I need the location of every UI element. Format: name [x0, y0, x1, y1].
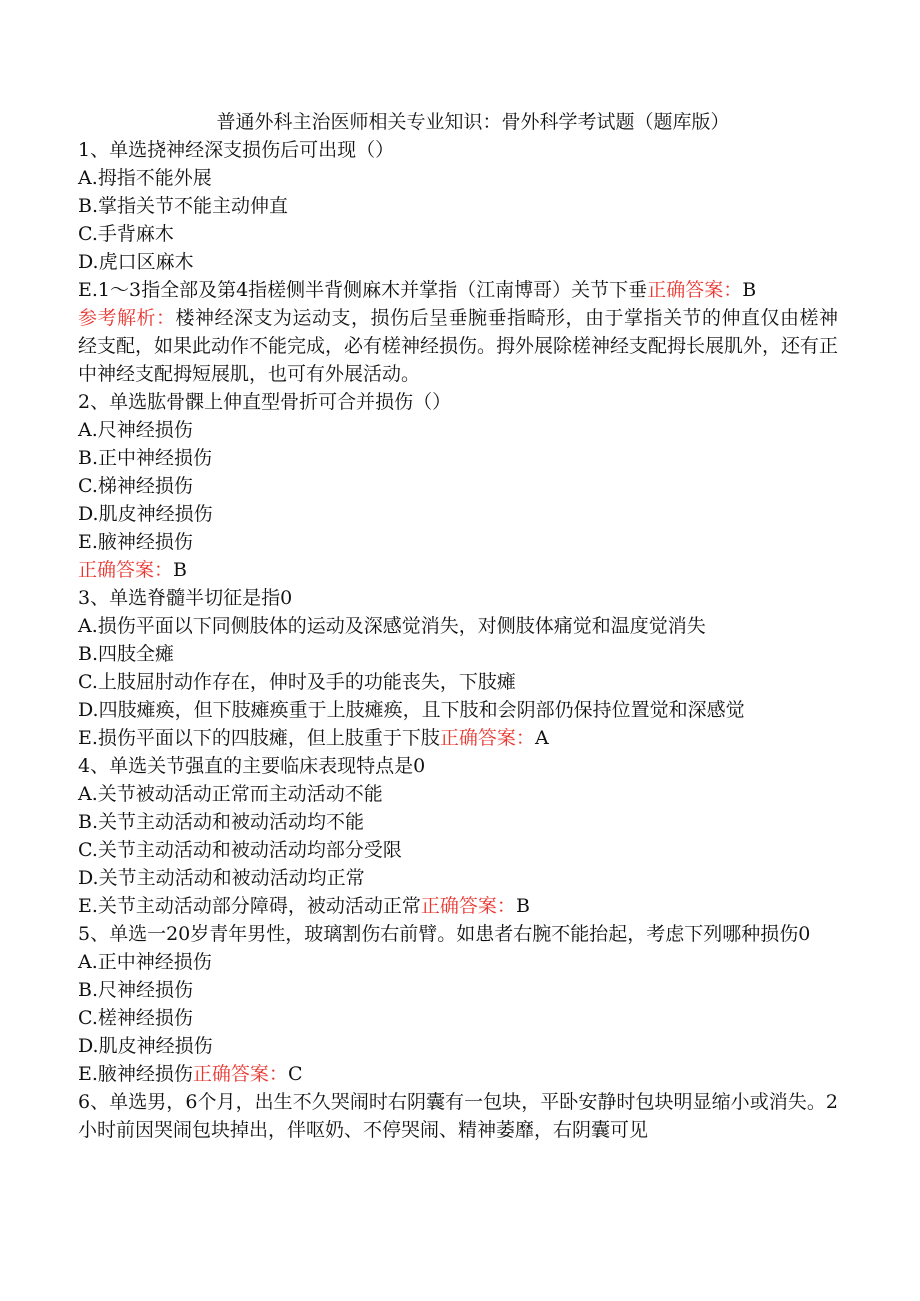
question-2-option-e: E.腋神经损伤: [78, 531, 193, 553]
question-3-option-b: B.四肢全瘫: [78, 643, 175, 665]
question-2-answer-line: [78, 556, 838, 584]
question-2-option-d: D.肌皮神经损伤: [78, 503, 213, 525]
answer-label: 正确答案：: [78, 559, 174, 581]
question-3-option-d: D.四肢瘫痪，但下肢瘫痪重于上肢瘫痪，且下肢和会阴部仍保持位置觉和深感觉: [78, 699, 745, 721]
question-1-analysis: 楼神经深支为运动支，损伤后呈垂腕垂指畸形，由于掌指关节的伸直仅由槎神经支配，如果此动作不能完成，必有槎神经损伤。拇外展除槎神经支配拇长展肌外，还有正中神经支配拇短展肌，也可有外展活动。: [78, 307, 839, 385]
question-1-option-a: A.拇指不能外展: [78, 167, 212, 189]
question-4-option-c: C.关节主动活动和被动活动均部分受限: [78, 839, 402, 861]
question-5-option-e: E.腋神经损伤: [78, 1063, 193, 1085]
question-2-option-b: B.正中神经损伤: [78, 447, 213, 469]
document-title: 普通外科主治医师相关专业知识：骨外科学考试题（题库版）: [216, 111, 730, 133]
question-1-option-b: B.掌指关节不能主动伸直: [78, 195, 289, 217]
question-1-answer: B: [742, 279, 757, 301]
question-5-answer: C: [287, 1063, 303, 1085]
question-1-option-e-with-answer: [78, 276, 838, 304]
question-5-option-e-with-answer: [78, 1060, 838, 1088]
answer-label: 正确答案：: [420, 895, 516, 917]
question-5-option-c: C.槎神经损伤: [78, 1007, 193, 1029]
question-1-analysis-block: [78, 304, 838, 388]
question-3-answer: A: [534, 727, 549, 749]
answer-label: 正确答案：: [647, 279, 743, 301]
question-4-option-d: D.关节主动活动和被动活动均正常: [78, 867, 365, 889]
question-3-stem: 3、单选脊髓半切征是指0: [78, 587, 293, 609]
question-6-stem: 6、单选男，6个月，出生不久哭闹时右阴囊有一包块，平卧安静时包块明显缩小或消失。2小时前因哭闹包块掉出，伴呕奶、不停哭闹、精神萎靡，右阴囊可见: [78, 1091, 838, 1141]
question-2-option-c: C.梯神经损伤: [78, 475, 193, 497]
question-2-option-a: A.尺神经损伤: [78, 419, 193, 441]
question-4-stem: 4、单选关节强直的主要临床表现特点是0: [78, 755, 426, 777]
question-3-option-c: C.上肢屈肘动作存在，伸时及手的功能丧失，下肢瘫: [78, 671, 516, 693]
question-2-stem: 2、单选肱骨髁上伸直型骨折可合并损伤（）: [78, 391, 452, 413]
question-3-option-a: A.损伤平面以下同侧肢体的运动及深感觉消失，对侧肢体痛觉和温度觉消失: [78, 615, 706, 637]
answer-label: 正确答案：: [439, 727, 535, 749]
question-5-option-a: A.正中神经损伤: [78, 951, 212, 973]
question-2-answer: B: [173, 559, 187, 581]
question-5-option-d: D.肌皮神经损伤: [78, 1035, 213, 1057]
question-4-option-e: E.关节主动活动部分障碍，被动活动正常: [78, 895, 421, 917]
document-page: [78, 108, 838, 1144]
analysis-label: 参考解析：: [78, 307, 176, 329]
question-4-option-a: A.关节被动活动正常而主动活动不能: [78, 783, 383, 805]
question-3-option-e-with-answer: [78, 724, 838, 752]
question-1-option-d: D.虎口区麻木: [78, 251, 194, 273]
question-3-option-e: E.损伤平面以下的四肢瘫，但上肢重于下肢: [78, 727, 440, 749]
question-4-answer: B: [515, 895, 530, 917]
answer-label: 正确答案：: [192, 1063, 288, 1085]
question-1-stem: 1、单选挠神经深支损伤后可出现（）: [78, 139, 395, 161]
question-5-stem: 5、单选一20岁青年男性，玻璃割伤右前臂。如患者右腕不能抬起，考虑下列哪种损伤0: [78, 923, 811, 945]
question-4-option-b: B.关节主动活动和被动活动均不能: [78, 811, 365, 833]
question-5-option-b: B.尺神经损伤: [78, 979, 194, 1001]
question-4-option-e-with-answer: [78, 892, 838, 920]
question-1-option-c: C.手背麻木: [78, 223, 174, 245]
question-1-option-e: E.1～3指全部及第4指槎侧半背侧麻木并掌指（江南博哥）关节下垂: [78, 279, 648, 301]
